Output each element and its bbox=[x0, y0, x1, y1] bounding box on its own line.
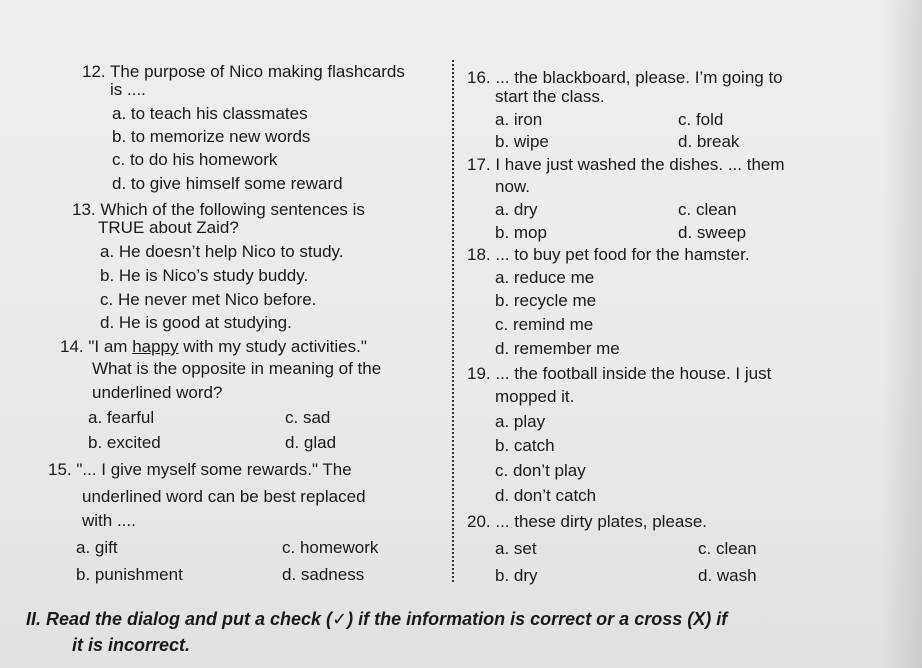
q19-option-a: a. play bbox=[495, 412, 546, 431]
q18-stem: 18. ... to buy pet food for the hamster. bbox=[467, 245, 750, 264]
q19-stem-cont: mopped it. bbox=[495, 387, 575, 406]
left-column bbox=[0, 0, 455, 600]
q17-option-d: d. sweep bbox=[678, 223, 747, 242]
q13-option-b: b. He is Nico’s study buddy. bbox=[100, 266, 309, 285]
q18-option-b: b. recycle me bbox=[495, 291, 597, 310]
column-divider bbox=[452, 60, 454, 582]
q13-option-c: c. He never met Nico before. bbox=[100, 290, 317, 309]
q14-option-c: c. sad bbox=[285, 408, 331, 427]
q15-option-c: c. homework bbox=[282, 538, 379, 557]
q19-option-d: d. don’t catch bbox=[495, 486, 597, 505]
q14-stem-pre: 14. "I am bbox=[60, 337, 133, 356]
q12-option-a: a. to teach his classmates bbox=[112, 104, 308, 123]
q19-option-b: b. catch bbox=[495, 436, 555, 455]
checkmark-icon: ✓ bbox=[332, 609, 348, 629]
q18-option-a: a. reduce me bbox=[495, 268, 595, 287]
q13-option-d: d. He is good at studying. bbox=[100, 313, 292, 332]
q13-option-a: a. He doesn’t help Nico to study. bbox=[100, 242, 344, 261]
q17-option-a: a. dry bbox=[495, 200, 538, 219]
q12-stem: 12. The purpose of Nico making flashcards bbox=[82, 62, 405, 81]
section-2-line-2: it is incorrect. bbox=[72, 635, 191, 655]
q14-option-b: b. excited bbox=[88, 433, 161, 452]
q14-stem-cont: What is the opposite in meaning of the bbox=[92, 359, 382, 378]
q15-stem-cont2: with .... bbox=[82, 511, 136, 530]
section-2-text-post: ) if the information is correct or a cross (X) if bbox=[347, 609, 728, 629]
q19-stem: 19. ... the football inside the house. I just bbox=[467, 364, 772, 383]
q19-option-c: c. don’t play bbox=[495, 461, 586, 480]
q14-option-a: a. fearful bbox=[88, 408, 155, 427]
q18-option-d: d. remember me bbox=[495, 339, 620, 358]
q14-option-d: d. glad bbox=[285, 433, 337, 452]
q16-option-c: c. fold bbox=[678, 110, 724, 129]
q20-option-d: d. wash bbox=[698, 566, 757, 585]
q20-option-c: c. clean bbox=[698, 539, 757, 558]
q16-stem-cont: start the class. bbox=[495, 87, 605, 106]
q15-option-d: d. sadness bbox=[282, 565, 365, 584]
q18-option-c: c. remind me bbox=[495, 315, 594, 334]
q17-stem: 17. I have just washed the dishes. ... them bbox=[467, 155, 785, 174]
q16-option-b: b. wipe bbox=[495, 132, 549, 151]
q15-stem-cont: underlined word can be best replaced bbox=[82, 487, 366, 506]
q17-option-c: c. clean bbox=[678, 200, 737, 219]
q14-stem-cont2: underlined word? bbox=[92, 383, 223, 402]
section-2-text-pre: II. Read the dialog and put a check ( bbox=[26, 609, 333, 629]
q20-stem: 20. ... these dirty plates, please. bbox=[467, 512, 708, 531]
q20-option-b: b. dry bbox=[495, 566, 538, 585]
q15-stem: 15. "... I give myself some rewards." The bbox=[48, 460, 352, 479]
q14-stem-post: with my study activities." bbox=[178, 337, 367, 356]
right-column bbox=[460, 0, 920, 600]
q17-stem-cont: now. bbox=[495, 177, 530, 196]
q20-option-a: a. set bbox=[495, 539, 537, 558]
q13-stem-cont: TRUE about Zaid? bbox=[98, 218, 239, 237]
q12-stem-cont: is .... bbox=[110, 80, 146, 99]
section-2-line-1 bbox=[26, 606, 906, 632]
q14-stem bbox=[60, 337, 367, 357]
q12-option-d: d. to give himself some reward bbox=[112, 174, 343, 193]
q15-option-b: b. punishment bbox=[76, 565, 183, 584]
q16-stem: 16. ... the blackboard, please. I’m going to bbox=[467, 68, 783, 87]
section-2-instructions bbox=[26, 606, 906, 658]
q14-underlined-word: happy bbox=[132, 337, 179, 356]
q12-option-b: b. to memorize new words bbox=[112, 127, 311, 146]
q12-option-c: c. to do his homework bbox=[112, 150, 278, 169]
q13-stem: 13. Which of the following sentences is bbox=[72, 200, 365, 219]
q15-option-a: a. gift bbox=[76, 538, 118, 557]
q16-option-d: d. break bbox=[678, 132, 740, 151]
q17-option-b: b. mop bbox=[495, 223, 547, 242]
q16-option-a: a. iron bbox=[495, 110, 543, 129]
